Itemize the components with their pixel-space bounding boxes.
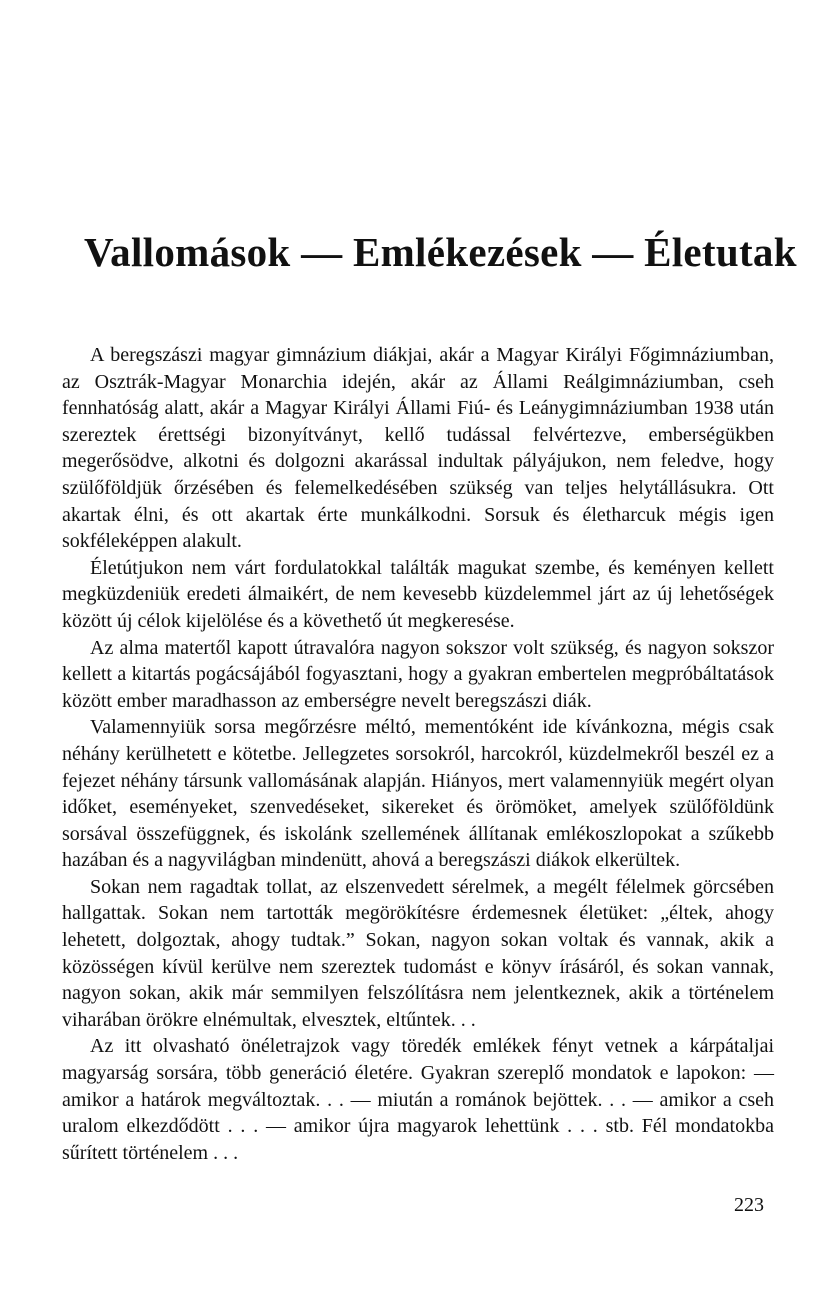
chapter-title: Vallomások — Emlékezések — Életutak: [84, 229, 797, 275]
paragraph: Életútjukon nem várt fordulatokkal találták magukat szembe, és keményen kellett megküzdeniük eredeti álmaikért, de nem kevesebb küzdelemmel járt az új lehetőségek között új célok kijelölése és a követhető út megkeresése.: [62, 556, 774, 632]
paragraph: Valamennyiük sorsa megőrzésre méltó, mementóként ide kívánkozna, mégis csak néhány kerülhetett e kötetbe. Jellegzetes sorsokról, harcokról, küzdelmekről beszél ez a fejezet néhány társunk vallomásának alapján. Hiányos, mert valamennyiük megért olyan időket, eseményeket, szenvedéseket, sikereket és örömöket, amelyek szülőföldünk sorsával összefüggnek, és iskolánk szellemének állítanak emlékoszlopokat a szűkebb hazában és a nagyvilágban mindenütt, ahová a beregszászi diákok elkerültek.: [62, 716, 774, 872]
paragraph: Az itt olvasható önéletrajzok vagy töredék emlékek fényt vetnek a kárpátaljai magyarság sorsára, több generáció életére. Gyakran szereplő mondatok e lapokon: — amikor a határok megváltoztak. . . — miután a románok bejöttek. . . — amikor a cseh uralom elkezdődött . . . — amikor újra magyarok lehettünk . . . stb. Fél mondatokba sűrített történelem . . .: [62, 1035, 774, 1164]
paragraph: Sokan nem ragadtak tollat, az elszenvedett sérelmek, a megélt félelmek görcsében hallgattak. Sokan nem tartották megörökítésre érdemesnek életüket: „éltek, ahogy lehetett, dolgoztak, ahogy tudtak.” Sokan, nagyon sokan voltak és vannak, akik a közösségen kívül kerülve nem szereztek tudomást e könyv írásáról, és sokan vannak, nagyon sokan, akik már semmilyen felszólításra nem jelentkeznek, akik a történelem viharában örökre elnémultak, elvesztek, eltűntek. . .: [62, 875, 774, 1031]
paragraph: Az alma matertől kapott útravalóra nagyon sokszor volt szükség, és nagyon sokszor kellett a kitartás pogácsájából fogyasztani, hogy a gyakran embertelen megpróbáltatások között ember maradhasson az emberségre nevelt beregszászi diák.: [62, 636, 774, 712]
paragraph: A beregszászi magyar gimnázium diákjai, akár a Magyar Királyi Főgimnáziumban, az Osztrák-Magyar Monarchia idején, akár az Állami Reálgimnáziumban, cseh fennhatóság alatt, akár a Magyar Királyi Állami Fiú- és Leánygimnáziumban 1938 után szereztek érettségi bizonyítványt, kellő tudással felvértezve, emberségükben megerősödve, alkotni és dolgozni akarással indultak pályájukon, nem feledve, hogy szülőföldjük őrzésében és felemelkedésében szükség van teljes helytállásukra. Ott akartak élni, és ott akartak érte munkálkodni. Sorsuk és életharcuk mégis igen sokféleképpen alakult.: [62, 344, 774, 553]
chapter-body: [62, 342, 774, 1166]
page-number: 223: [734, 1194, 764, 1216]
